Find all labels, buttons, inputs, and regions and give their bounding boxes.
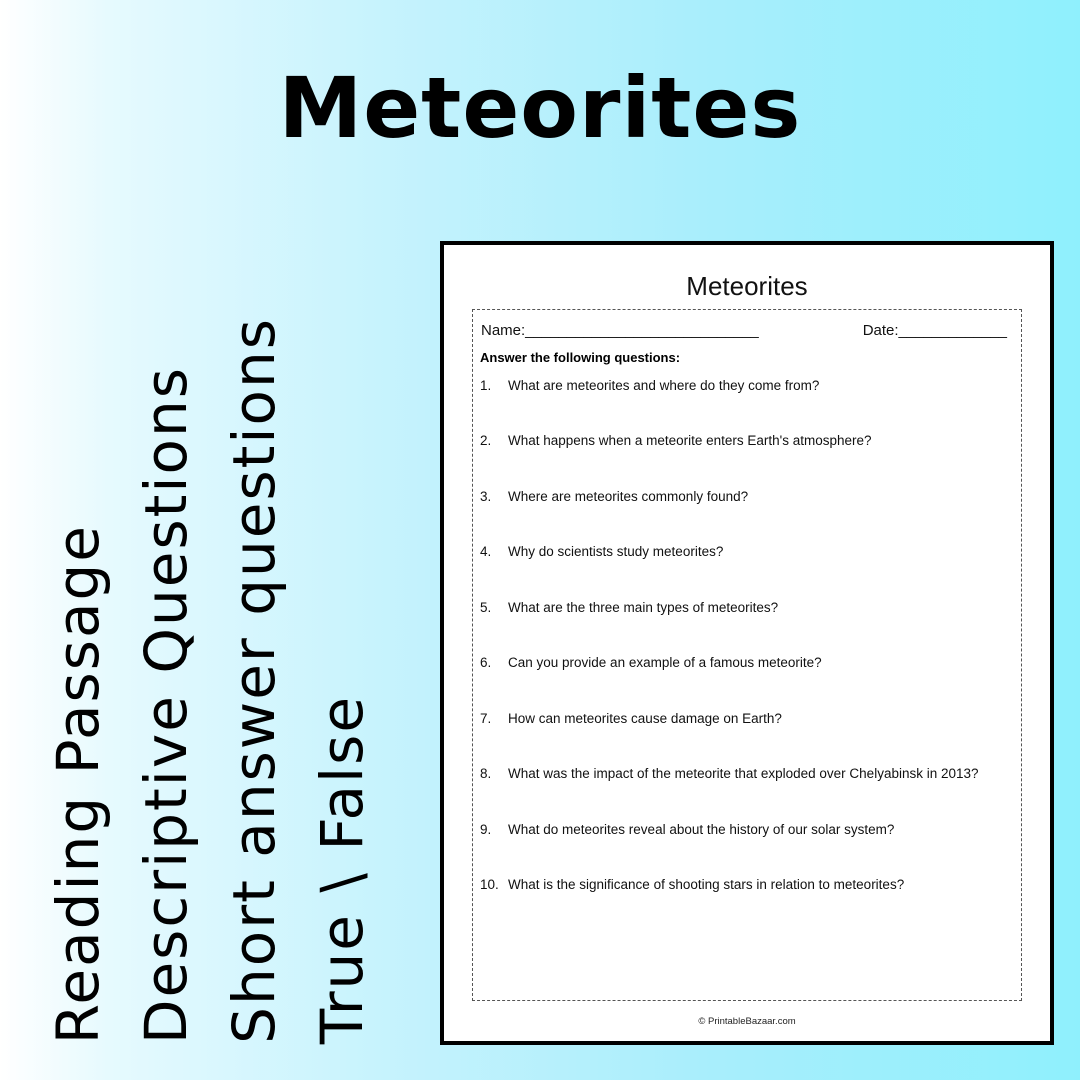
side-label-descriptive-questions: Descriptive Questions <box>132 365 200 1044</box>
name-field: Name:____________________________ <box>481 322 759 339</box>
question-number: 6. <box>480 655 492 670</box>
question-number: 2. <box>480 433 492 448</box>
question-number: 4. <box>480 544 492 559</box>
side-label-true-false: True \ False <box>308 694 376 1044</box>
side-label-short-answer: Short answer questions <box>220 317 288 1044</box>
date-field: Date:_____________ <box>862 322 1007 339</box>
question-text: What are the three main types of meteorites? <box>508 600 779 615</box>
side-label-reading-passage: Reading Passage <box>44 523 112 1044</box>
question-text: What do meteorites reveal about the history of our solar system? <box>508 822 895 837</box>
question-text: What are meteorites and where do they come from? <box>508 378 820 393</box>
worksheet-title: Meteorites <box>686 271 808 301</box>
question-text: What happens when a meteorite enters Earth's atmosphere? <box>508 433 872 448</box>
question-text: What is the significance of shooting stars in relation to meteorites? <box>508 877 905 892</box>
question-number: 1. <box>480 378 492 393</box>
question-number: 8. <box>480 766 492 781</box>
question-text: Where are meteorites commonly found? <box>508 489 749 504</box>
question-text: Can you provide an example of a famous meteorite? <box>508 655 822 670</box>
question-text: How can meteorites cause damage on Earth? <box>508 711 782 726</box>
instructions: Answer the following questions: <box>480 350 681 365</box>
question-number: 10. <box>480 877 499 892</box>
question-number: 7. <box>480 711 492 726</box>
page-title: Meteorites <box>278 59 802 157</box>
copyright-text: © PrintableBazaar.com <box>698 1016 796 1027</box>
question-text: What was the impact of the meteorite that exploded over Chelyabinsk in 2013? <box>508 766 979 781</box>
worksheet-preview <box>440 241 1054 1045</box>
question-text: Why do scientists study meteorites? <box>508 544 724 559</box>
question-number: 3. <box>480 489 492 504</box>
question-number: 5. <box>480 600 492 615</box>
name-date-row <box>481 322 1007 346</box>
worksheet-content-box <box>472 309 1022 1001</box>
question-number: 9. <box>480 822 492 837</box>
